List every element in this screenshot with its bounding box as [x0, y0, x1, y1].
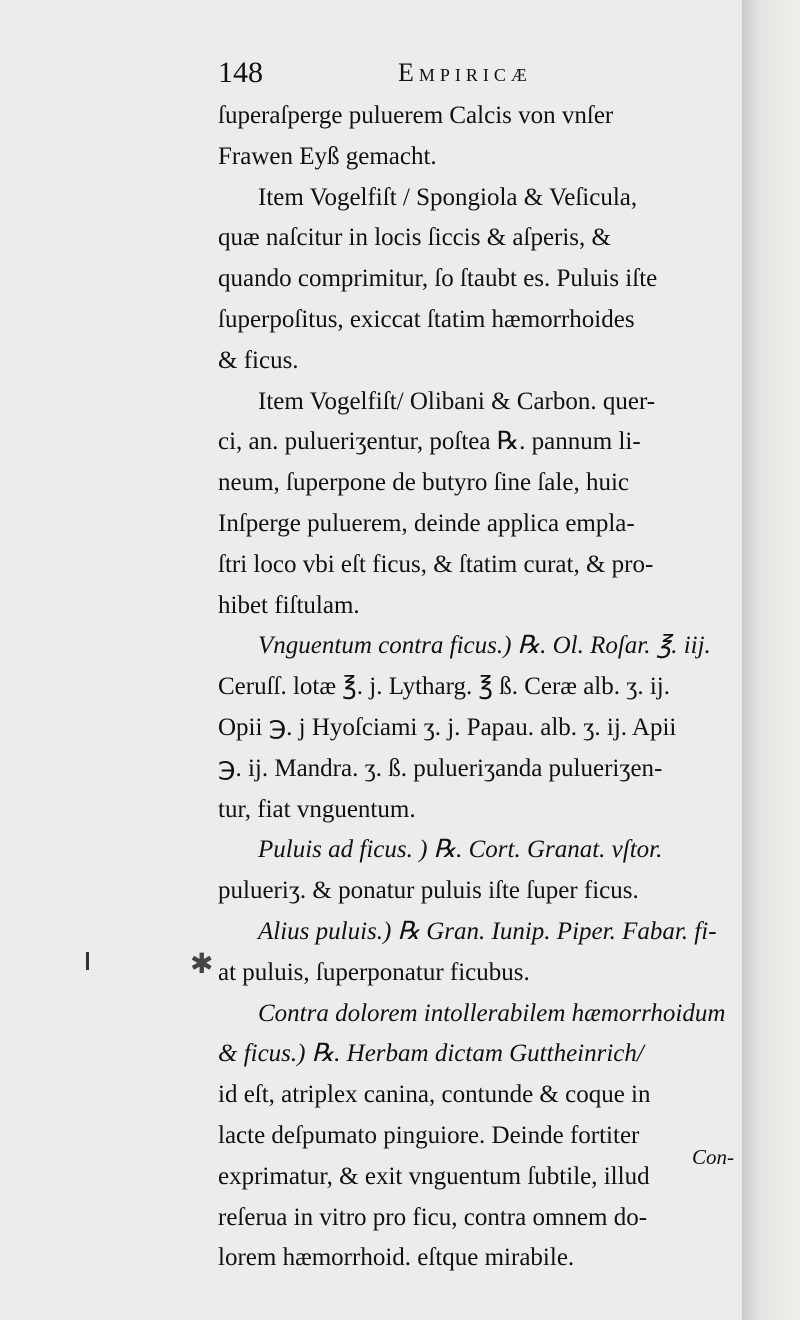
text-line: & ficus.) ℞. Herbam dictam Guttheinrich/	[218, 1040, 644, 1068]
text-line: Alius puluis.) ℞ Gran. Iunip. Piper. Fabar. fi-	[258, 917, 717, 945]
text-line: neum, ſuperpone de butyro ſine ſale, huic	[218, 469, 629, 497]
text-line: at puluis, ſuperponatur ficubus.	[218, 958, 530, 986]
margin-asterisk-icon: ✱	[190, 949, 214, 980]
margin-mark	[86, 952, 89, 970]
text-line: Item Vogelfiſt / Spongiola & Veſicula,	[258, 183, 638, 211]
text-line: Ceruſſ. lotæ ℥. j. Lytharg. ℥ ß. Ceræ alb. ʒ. ij.	[218, 673, 670, 701]
text-line: ſuperpoſitus, exiccat ſtatim hæmorrhoides	[218, 305, 635, 333]
catchword: Con-	[692, 1145, 734, 1169]
text-line: ſtri loco vbi eſt ficus, & ſtatim curat, & pro-	[218, 550, 654, 578]
text-line: Vnguentum contra ficus.) ℞. Ol. Roſar. ℥. iij.	[258, 632, 711, 660]
text-line: quando comprimitur, ſo ſtaubt es. Puluis iſte	[218, 265, 658, 293]
text-line: lacte deſpumato pinguiore. Deinde fortiter	[218, 1121, 640, 1149]
text-line: lorem hæmorrhoid. eſtque mirabile.	[218, 1244, 575, 1272]
page-gutter	[742, 0, 800, 1320]
text-line: ci, an. pulueriʒentur, poſtea ℞. pannum li-	[218, 428, 641, 456]
page-number: 148	[218, 56, 263, 89]
text-line: & ficus.	[218, 346, 299, 374]
text-line: Inſperge puluerem, deinde applica empla-	[218, 509, 635, 537]
body-text	[218, 96, 740, 1279]
text-line: hibet fiſtulam.	[218, 591, 360, 619]
text-line: Contra dolorem intollerabilem hæmorrhoidum	[258, 999, 726, 1027]
text-line: exprimatur, & exit vnguentum ſubtile, illud	[218, 1162, 650, 1190]
text-line: Item Vogelfiſt/ Olibani & Carbon. quer-	[258, 387, 656, 415]
text-line: Frawen Eyß gemacht.	[218, 142, 437, 170]
text-line: Puluis ad ficus. ) ℞. Cort. Granat. vſtor.	[258, 836, 663, 864]
text-line: id eſt, atriplex canina, contunde & coque in	[218, 1081, 651, 1109]
text-line: reſerua in vitro pro ficu, contra omnem do-	[218, 1203, 648, 1231]
text-line: tur, fiat vnguentum.	[218, 795, 416, 823]
running-title: Empiricæ	[398, 58, 532, 87]
text-line: quæ naſcitur in locis ſiccis & aſperis, &	[218, 224, 611, 252]
text-line: Opii ℈. j Hyoſciami ʒ. j. Papau. alb. ʒ. ij. Apii	[218, 713, 677, 741]
text-line: ſuperaſperge puluerem Calcis von vnſer	[218, 102, 614, 129]
text-line: pulueriʒ. & ponatur puluis iſte ſuper ficus.	[218, 877, 639, 905]
text-line: ℈. ij. Mandra. ʒ. ß. pulueriʒanda pulueriʒen-	[218, 754, 663, 782]
page-header	[218, 56, 738, 92]
